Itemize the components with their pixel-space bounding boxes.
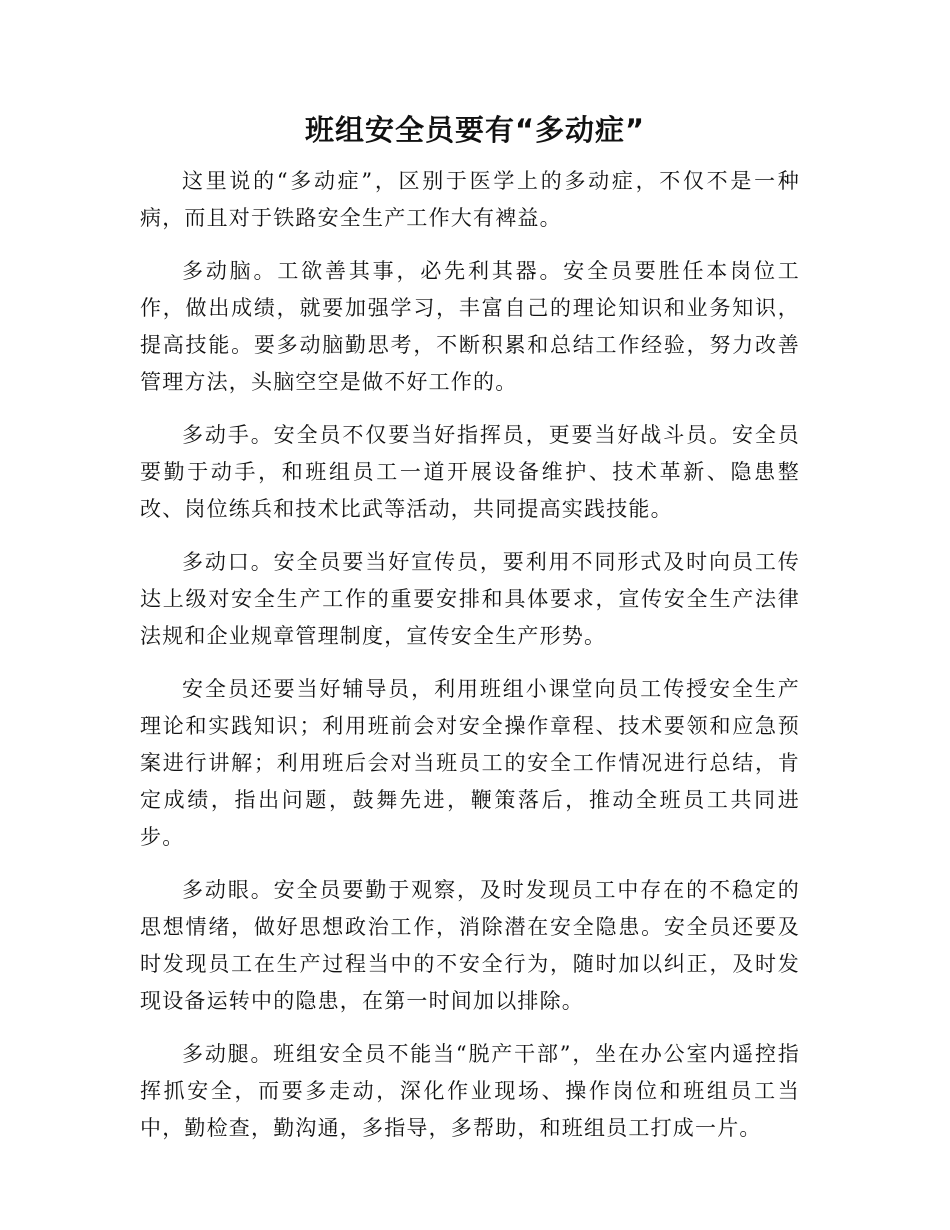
paragraph-eyes: 多动眼。安全员要勤于观察，及时发现员工中存在的不稳定的思想情绪，做好思想政治工作，消除潜在安全隐患。安全员还要及时发现员工在生产过程当中的不安全行为，随时加以纠正，及时发现设备运转中的隐患，在第一时间加以排除。 bbox=[140, 878, 800, 1013]
paragraph-intro: 这里说的“多动症”，区别于医学上的多动症，不仅不是一种病，而且对于铁路安全生产工作大有裨益。 bbox=[140, 169, 800, 230]
document-body bbox=[140, 163, 800, 1163]
paragraph-hands: 多动手。安全员不仅要当好指挥员，更要当好战斗员。安全员要勤于动手，和班组员工一道开展设备维护、技术革新、隐患整改、岗位练兵和技术比武等活动，共同提高实践技能。 bbox=[140, 423, 800, 521]
document-title: 班组安全员要有“多动症” bbox=[304, 113, 646, 147]
paragraph-tutor: 安全员还要当好辅导员，利用班组小课堂向员工传授安全生产理论和实践知识；利用班前会对安全操作章程、技术要领和应急预案进行讲解；利用班后会对当班员工的安全工作情况进行总结，肯定成绩，指出问题，鼓舞先进，鞭策落后，推动全班员工共同进步。 bbox=[140, 677, 800, 849]
paragraph-legs: 多动腿。班组安全员不能当“脱产干部”，坐在办公室内遥控指挥抓安全，而要多走动，深化作业现场、操作岗位和班组员工当中，勤检查，勤沟通，多指导，多帮助，和班组员工打成一片。 bbox=[140, 1042, 800, 1140]
paragraph-think: 多动脑。工欲善其事，必先利其器。安全员要胜任本岗位工作，做出成绩，就要加强学习，丰富自己的理论知识和业务知识，提高技能。要多动脑勤思考，不断积累和总结工作经验，努力改善管理方法，头脑空空是做不好工作的。 bbox=[140, 259, 800, 394]
paragraph-mouth: 多动口。安全员要当好宣传员，要利用不同形式及时向员工传达上级对安全生产工作的重要安排和具体要求，宣传安全生产法律法规和企业规章管理制度，宣传安全生产形势。 bbox=[140, 550, 800, 648]
